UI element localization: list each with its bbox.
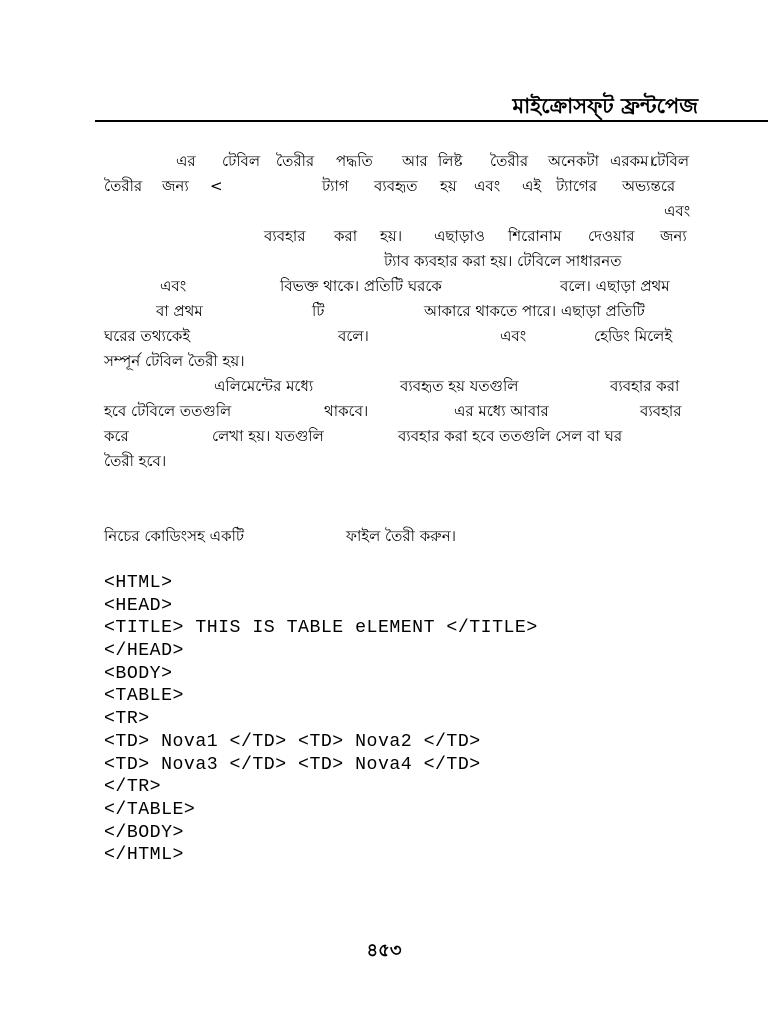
text-segment: বা প্রথম: [156, 302, 203, 320]
text-segment: এবং: [664, 202, 691, 220]
paragraph-2-line-2: [0, 400, 768, 422]
text-segment: সম্পূর্ন টেবিল তৈরী হয়।: [104, 352, 245, 370]
text-segment: হয়।: [380, 227, 403, 245]
text-segment: এলিমেন্টের মধ্যে: [214, 377, 314, 395]
paragraph-2-line-4: [0, 450, 768, 472]
text-segment: হয়: [440, 177, 457, 195]
text-segment: বলে। এছাড়া প্রথম: [560, 277, 670, 295]
text-segment: তৈরীর: [276, 152, 315, 170]
header-rule: [95, 120, 768, 122]
code-block: [104, 572, 538, 867]
text-segment: লেখা হয়। যতগুলি: [212, 427, 324, 445]
code-line: <TD> Nova1 </TD> <TD> Nova2 </TD>: [104, 731, 481, 752]
code-line: </TABLE>: [104, 799, 196, 820]
code-line: </BODY>: [104, 822, 184, 843]
text-segment: টেবিল: [651, 152, 690, 170]
text-segment: ব্যবহার করা: [610, 377, 680, 395]
text-segment: এই: [522, 177, 542, 195]
text-segment: ব্যবহার করা হবে ততগুলি সেল বা ঘর: [398, 427, 623, 445]
text-segment: এর মধ্যে আবার: [454, 402, 549, 420]
text-segment: করে: [104, 427, 129, 445]
paragraph-2-line-3: [0, 425, 768, 447]
text-segment: ফাইল তৈরী করুন।: [346, 527, 457, 545]
paragraph-1-line-4: [0, 225, 768, 247]
text-segment: থাকবে।: [324, 402, 369, 420]
text-segment: টেবিল: [222, 152, 261, 170]
text-segment: এবং: [160, 277, 187, 295]
paragraph-1-line-5: [0, 250, 768, 272]
code-line: <TD> Nova3 </TD> <TD> Nova4 </TD>: [104, 754, 481, 775]
text-segment: আকারে থাকতে পারে। এছাড়া প্রতিটি: [424, 302, 645, 320]
text-segment: তৈরীর: [490, 152, 529, 170]
code-line: <TITLE> THIS IS TABLE eLEMENT </TITLE>: [104, 618, 538, 639]
text-segment: হবে টেবিলে ততগুলি: [104, 402, 232, 420]
code-line: <HTML>: [104, 573, 173, 593]
code-line: <TR>: [104, 709, 150, 730]
paragraph-1-line-9: [0, 350, 768, 372]
text-segment: দেওয়ার: [588, 227, 635, 245]
text-segment: হেডিং মিলেই: [594, 327, 673, 345]
text-segment: বিভক্ত থাকে। প্রতিটি ঘরকে: [280, 277, 442, 295]
text-segment: ট্যাগ: [322, 177, 349, 195]
paragraph-1-line-8: [0, 325, 768, 347]
text-segment: জন্য: [162, 177, 189, 195]
text-segment: অভ্যন্তরে: [622, 177, 676, 195]
code-line: <BODY>: [104, 663, 173, 684]
text-segment: এরকম।: [610, 152, 654, 170]
code-line: </TR>: [104, 777, 162, 798]
text-segment: ঘরের তথ্যকেই: [104, 327, 191, 345]
paragraph-1-line-7: [0, 300, 768, 322]
text-segment: করা: [334, 227, 358, 245]
instruction-line: [0, 525, 768, 547]
code-line: </HEAD>: [104, 641, 184, 662]
text-segment: এবং: [500, 327, 527, 345]
code-line: <HEAD>: [104, 595, 173, 616]
text-segment: লিষ্ট: [438, 152, 463, 170]
text-segment: ব্যবহৃত: [374, 177, 418, 195]
text-segment: এছাড়াও: [434, 227, 485, 245]
text-segment: ট্যাগের: [556, 177, 597, 195]
text-segment: আর: [402, 152, 428, 170]
code-line: <TABLE>: [104, 686, 184, 707]
paragraph-1-line-6: [0, 275, 768, 297]
text-segment: টি: [312, 302, 325, 320]
text-segment: তৈরীর: [104, 177, 143, 195]
text-segment: ট্যাব ক্যবহার করা হয়। টেবিলে সাধারনত: [384, 252, 622, 270]
header-title: মাইক্রোসফ্‌ট ফ্রন্টপেজ: [512, 94, 698, 118]
text-segment: জন্য: [660, 227, 687, 245]
paragraph-2-line-1: [0, 375, 768, 397]
page-number: ৪৫৩: [366, 940, 402, 961]
text-segment: শিরোনাম: [508, 227, 562, 245]
paragraph-1-line-1: [0, 150, 768, 172]
text-segment: বলে।: [338, 327, 369, 345]
text-segment: পদ্ধতি: [336, 152, 373, 170]
text-segment: <: [210, 177, 223, 195]
text-segment: তৈরী হবে।: [104, 452, 167, 470]
text-segment: এবং: [474, 177, 501, 195]
paragraph-1-line-2: [0, 175, 768, 197]
text-segment: নিচের কোডিংসহ একটি: [104, 527, 245, 545]
text-segment: অনেকটা: [548, 152, 599, 170]
text-segment: এর: [176, 152, 196, 170]
code-line: </HTML>: [104, 845, 184, 866]
text-segment: ব্যবহৃত হয় যতগুলি: [400, 377, 519, 395]
text-segment: ব্যবহার: [640, 402, 682, 420]
text-segment: ব্যবহার: [264, 227, 306, 245]
paragraph-1-line-3: [0, 200, 768, 222]
